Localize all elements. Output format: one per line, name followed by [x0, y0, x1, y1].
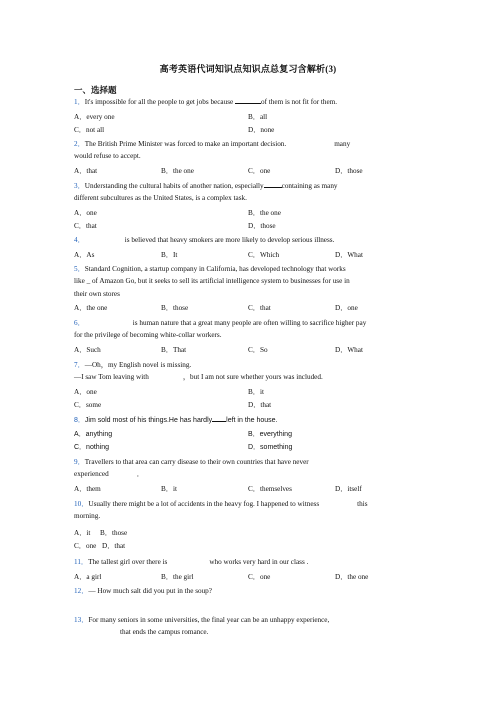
- answer-blank: [235, 96, 261, 104]
- question-2: 2．The British Prime Minister was forced to make an important decision. many would refuse to accept.: [74, 140, 351, 161]
- question-3: 3．Understanding the cultural habits of another nation, especially containing as many different subcultures as the United States, is a complex task.: [74, 182, 338, 203]
- question-8: 8．Jim sold most of his things.He has hardly left in the house.: [74, 414, 430, 427]
- question-11: 11．The tallest girl over there is who works very hard in our class .: [74, 558, 309, 566]
- question-7: 7．—Oh，my English novel is missing. —I saw Tom leaving with ，but I am not sure whether yours was included.: [74, 361, 323, 382]
- question-12: 12．— How much salt did you put in the soup?: [74, 587, 212, 595]
- document-page: 高考英语代词知识点知识点总复习含解析(3) 一、选择题 1．It's impossible for all the people to get jobs because of them is not fit for them. A．every one B．all C．not all D．none 2．The British Prime Minister was forced to make an important decision. many would refuse to accept. A．that B．the one C．one D．those 3．Understanding the cultural habits of another nation, especially containing as many different subcultures as the United States, is a complex task. A．one B．the one C．that D．those 4． is believed that heavy smokers are more likely to develop serious illness. A．As B．It C．Which D．What 5．Standard Cognition, a startup company in California, has developed technology that works like _ of Amazon Go, but it seeks to sell its artificial intelligence system to businesses for use in their own stores A．the one B．those C．that D．one 6． is human nature that a great many people are often willing to sacrifice higher pay for the privilege of becoming white-collar workers. A．Such B．That C．So D．What 7．—Oh，my English novel is missing. —I saw Tom leaving with ，but I am not sure whether yours was included. A．one B．it C．some D．that 8．Jim sold most of his things.He has hardly left in the house. A．anything B．everything C．nothing D．something 9．Travellers to that area can carry disease to their own countries that have never experienced ． A．them B．it C．themselves D．itself 10．Usually there might be a lot of accidents in the heavy fog. I happened to witness this morning. A．it B．those C．one D．that 11．The tallest girl over there is who works very hard in our class . A．a girl B．the girl C．one D．the one 12．— How much salt did you put in the soup? 13．For many seniors in some universities, the final year can be an unhappy experience, that ends the campus romance.: [0, 0, 496, 702]
- question-6: 6． is human nature that a great many people are often willing to sacrifice higher pay for the privilege of becoming white-collar workers.: [74, 319, 367, 340]
- question-1: 1．It's impossible for all the people to get jobs because of them is not fit for them.: [74, 98, 338, 106]
- question-13: 13．For many seniors in some universities, the final year can be an unhappy experience, that ends the campus romance.: [74, 616, 330, 637]
- question-10: 10．Usually there might be a lot of accidents in the heavy fog. I happened to witness this morning.: [74, 500, 368, 521]
- answer-blank: [212, 414, 226, 422]
- question-4: 4． is believed that heavy smokers are more likely to develop serious illness.: [74, 236, 335, 244]
- answer-blank: [264, 180, 282, 188]
- question-9: 9．Travellers to that area can carry disease to their own countries that have never experienced ．: [74, 458, 309, 479]
- document-title: 高考英语代词知识点知识点总复习含解析(3): [159, 64, 337, 74]
- section-heading: 一、选择题: [74, 85, 117, 95]
- question-5: 5．Standard Cognition, a startup company in California, has developed technology that works like _ of Amazon Go, but it seeks to sell its artificial intelligence system to businesses for use in their own stores: [74, 265, 350, 298]
